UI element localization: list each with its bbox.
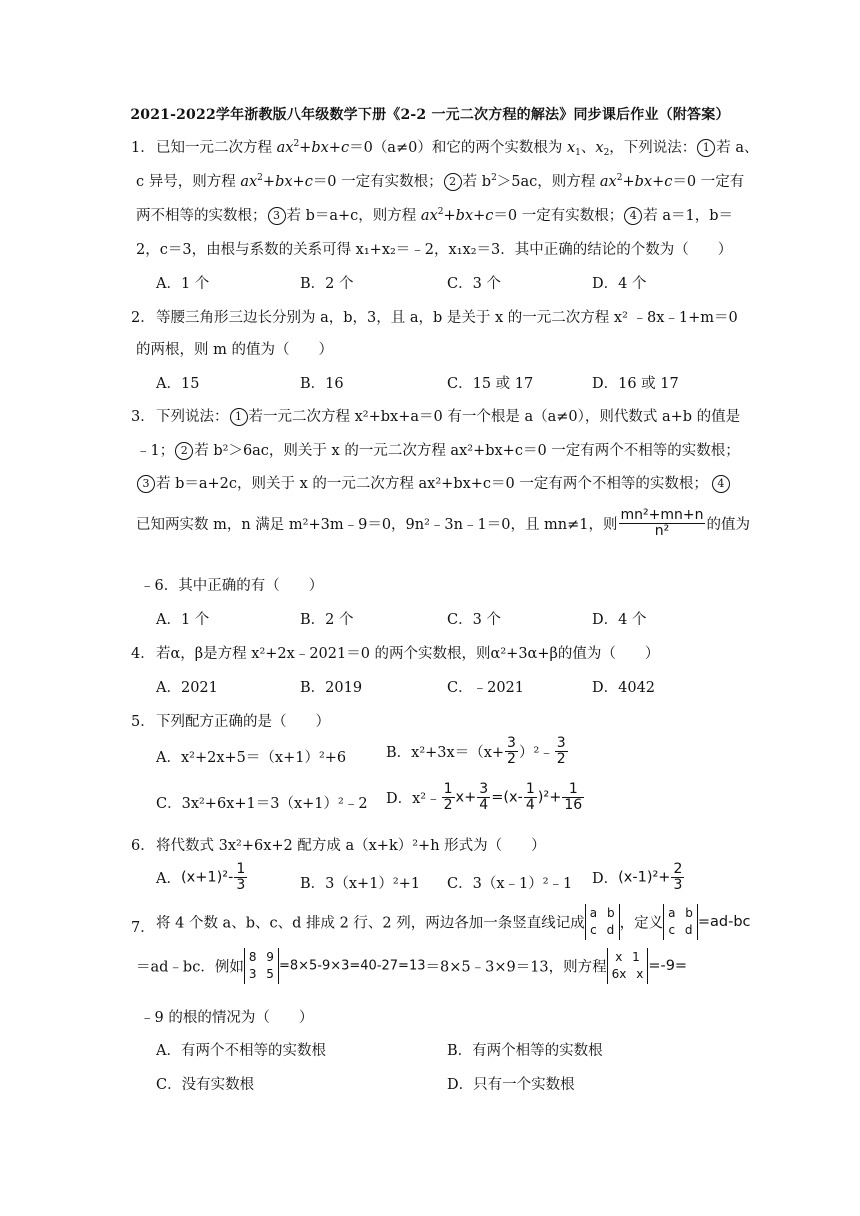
q5-number: 5． [131,714,155,730]
q5-option-d: D．x²﹣ $\frac{1}{2}$ x+ $\frac{3}{4}$ =(x- $\frac{1}{4}$ )²+ $\frac{1}{16}$ [386,781,583,813]
q1-option-b: B．2 个 [300,276,354,292]
q7-option-c: C．没有实数根 [156,1077,255,1093]
q2-number: 2． [131,310,155,326]
q4-number: 4． [131,646,155,662]
q6-option-c: C．3（x﹣1）²﹣1 [447,876,573,892]
det-example: 8 9 3 5 [244,948,279,984]
q3-option-a: A．1 个 [156,612,210,628]
q6-option-d: D．(x-1)²+ $\frac{2}{3}$ [592,861,683,893]
q1-line-3: 两不相等的实数根； 3 若 b＝a+c，则方程 $ax^2+bx+c=0$ 一定有实数根； 4 若 a＝1，b＝ [136,207,733,224]
q3-line-5: ﹣6．其中正确的有（ ） [140,578,324,594]
q7-option-d: D．只有一个实数根 [447,1077,575,1093]
circled-3-icon: 3 [137,475,155,493]
q7-line-2: ＝ad﹣bc．例如 8 9 3 5 =8×5-9×3=40-27=13＝8×5﹣3×9＝13，则方程 x 1 6x x =-9= [136,948,687,984]
q1-number: 1． [131,140,155,156]
q4-option-a: A．2021 [156,680,218,696]
q7-option-b: B．有两个相等的实数根 [447,1043,603,1059]
q7-number: 7． [131,920,155,936]
q1-option-c: C．3 个 [447,276,501,292]
q7-option-a: A．有两个不相等的实数根 [156,1043,326,1059]
q5-line-1: 下列配方正确的是（ ） [156,714,330,730]
circled-3-icon: 3 [268,207,286,225]
q6-number: 6． [131,838,155,854]
page-title: 2021-2022学年浙教版八年级数学下册《2-2 一元二次方程的解法》同步课后作业（附答案） [130,107,730,123]
q4-option-b: B．2019 [300,680,363,696]
q1-line-2: c 异号，则方程 $ax^2+bx+c=0$ 一定有实数根； 2 若 $b^2>5ac$，则方程 $ax^2+bx+c=0$ 一定有 [136,173,745,190]
q4-option-c: C．﹣2021 [447,680,524,696]
q3-line-4: 已知两实数 m，n 满足 m²+3m﹣9＝0，9n²﹣3n﹣1＝0，且 mn≠1，则 $\frac{\text{mn²+mn+n}}{\text{n²}}$ 的值为 [136,507,750,539]
q2-option-c: C．15 或 17 [447,376,534,392]
q1-line-4: 2，c＝3，由根与系数的关系可得 x₁+x₂＝﹣2，x₁x₂＝3．其中正确的结论的个数为（ ） [136,242,733,258]
q3-option-d: D．4 个 [592,612,647,628]
q1-option-d: D．4 个 [592,276,647,292]
circled-1-icon: 1 [230,408,248,426]
circled-2-icon: 2 [444,173,462,191]
q1-line-1: 已知一元二次方程 $ax^2+bx+c=0(a\ne 0)$和它的两个实数根为 $x_1$、$x_2$，下列说法： 1 若 a、 [156,139,759,158]
q4-line-1: 若α，β是方程 x²+2x﹣2021＝0 的两个实数根，则α²+3α+β的值为（ ） [156,646,660,662]
circled-2-icon: 2 [175,442,193,460]
q6-line-1: 将代数式 3x²+6x+2 配方成 a（x+k）²+h 形式为（ ） [156,838,546,854]
q2-line-1: 等腰三角形三边长分别为 a，b，3，且 a，b 是关于 x 的一元二次方程 x² ﹣8x﹣1+m＝0 [156,310,738,326]
q6-option-a: A．(x+1)²- $\frac{1}{3}$ [156,861,246,893]
q2-option-d: D．16 或 17 [592,376,679,392]
q5-option-a: A．x²+2x+5＝（x+1）²+6 [156,750,347,766]
circled-4-icon: 4 [624,207,642,225]
q4-option-d: D．4042 [592,680,656,696]
q3-line-3: 3 若 b＝a+2c，则关于 x 的一元二次方程 ax²+bx+c＝0 一定有两个不相等的实数根； 4 [136,472,731,493]
q5-option-c: C．3x²+6x+1＝3（x+1）²﹣2 [156,796,368,812]
q7-line-1: 将 4 个数 a、b、c、d 排成 2 行、2 列，两边各加一条竖直线记成 a b c d ，定义 a b c d =ad-bc [156,904,751,940]
det-abcd: a b c d [585,904,620,940]
q1-option-a: A．1 个 [156,276,210,292]
q3-option-c: C．3 个 [447,612,501,628]
q3-line-1: 下列说法： 1 若一元二次方程 x²+bx+a＝0 有一个根是 a（a≠0），则代数式 a+b 的值是 [156,409,741,425]
circled-1-icon: 1 [697,139,715,157]
q2-line-2: 的两根，则 m 的值为（ ） [136,342,333,358]
q6-option-b: B．3（x+1）²+1 [300,876,421,892]
q7-line-3: ﹣9 的根的情况为（ ） [140,1010,314,1026]
det-abcd-def: a b c d [663,904,698,940]
circled-4-icon: 4 [712,475,730,493]
q3-option-b: B．2 个 [300,612,354,628]
q3-number: 3． [131,409,155,425]
q3-line-2: ﹣1； 2 若 b²＞6ac，则关于 x 的一元二次方程 ax²+bx+c＝0 一定有两个不相等的实数根； [136,443,740,459]
q5-option-b: B．x²+3x＝（x+ $\frac{3}{2}$ ）²﹣ $\frac{3}{2}$ [386,735,566,767]
det-equation: x 1 6x x [607,948,649,984]
q3-fraction: $\frac{\text{mn²+mn+n}}{\text{n²}}$ [620,507,704,539]
q2-option-b: B．16 [300,376,344,392]
q2-option-a: A．15 [156,376,200,392]
